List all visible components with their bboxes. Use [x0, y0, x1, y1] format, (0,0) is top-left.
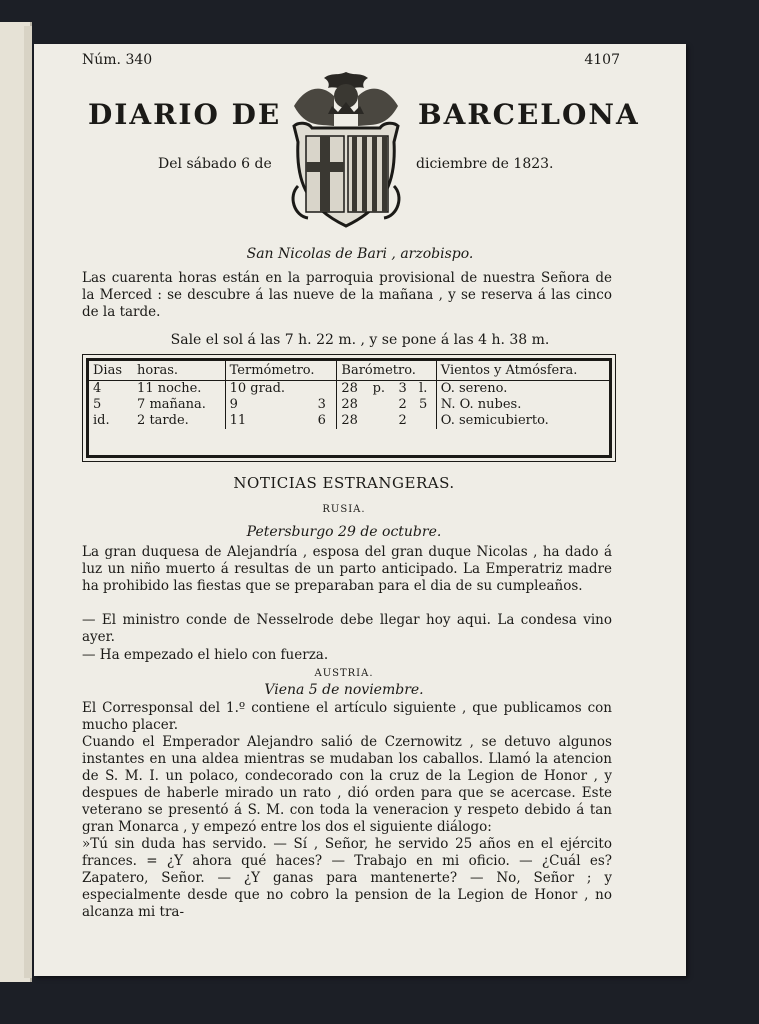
weather-header-horas: horas.	[133, 361, 225, 381]
weather-term: 10 grad.	[225, 381, 314, 398]
weather-bar-inches: 28	[337, 381, 369, 398]
weather-bar-unit: p.	[372, 381, 386, 396]
weather-term: 11	[225, 413, 314, 429]
saint-of-day: San Nicolas de Bari , arzobispo.	[246, 246, 474, 262]
weather-term: 9	[225, 397, 314, 413]
section-heading-foreign-news: NOTICIAS ESTRANGERAS.	[233, 474, 455, 492]
weather-bar-inches: 28	[337, 397, 369, 413]
weather-row	[89, 397, 609, 413]
date-line-left: Del sábado 6 de	[158, 156, 272, 172]
weather-bar-unit	[369, 397, 395, 413]
weather-term-fraction: 6	[317, 413, 326, 428]
weather-row	[89, 413, 609, 429]
weather-term-fraction: 3	[317, 397, 326, 412]
weather-bar-lines: 2	[398, 397, 407, 412]
weather-dia: id.	[93, 413, 110, 428]
sunrise-sunset: Sale el sol á las 7 h. 22 m. , y se pone á las 4 h. 38 m.	[170, 332, 550, 348]
weather-dia: 4	[93, 381, 102, 396]
newspaper-page	[34, 44, 686, 976]
barcelona-coat-of-arms-icon	[284, 66, 408, 234]
weather-header-dias: Dias	[89, 361, 133, 381]
facing-page-edge	[24, 26, 32, 978]
weather-viento: N. O. nubes.	[436, 397, 609, 413]
weather-bar-lines: 3	[398, 381, 407, 396]
masthead-title-right: BARCELONA	[418, 98, 640, 131]
weather-header-vientos: Vientos y Atmósfera.	[436, 361, 609, 381]
weather-bar-fraction: l.	[419, 381, 428, 396]
russia-paragraph-1: La gran duquesa de Alejandría , esposa del gran duque Nicolas , ha dado á luz un niño muerto á resultas de un parto anticipado. La Emperatriz madre ha prohibido las fiestas que se preparaban para el dia de su cumpleaños.	[82, 544, 612, 594]
weather-bar-fraction: 5	[419, 397, 428, 412]
weather-term-fraction	[314, 381, 337, 398]
date-line-right: diciembre de 1823.	[416, 156, 554, 172]
weather-bar-unit	[369, 413, 395, 429]
weather-dia: 5	[93, 397, 102, 412]
country-label-austria: AUSTRIA.	[314, 668, 374, 679]
austria-paragraph-1: El Corresponsal del 1.º contiene el artículo siguiente , que publicamos con mucho placer.	[82, 700, 612, 733]
dateline-vienna: Viena 5 de noviembre.	[264, 682, 424, 698]
weather-row	[89, 381, 609, 398]
weather-table	[86, 358, 612, 458]
forty-hours-notice: Las cuarenta horas están en la parroquia provisional de nuestra Señora de la Merced : se descubre á las nueve de la mañana , y se reserva á las cinco de la tarde.	[82, 270, 612, 320]
dateline-petersburg: Petersburgo 29 de octubre.	[246, 524, 442, 540]
russia-paragraph-2: — El ministro conde de Nesselrode debe llegar hoy aqui. La condesa vino ayer.	[82, 612, 612, 645]
weather-bar-inches: 28	[337, 413, 369, 429]
issue-number: Núm. 340	[82, 52, 153, 68]
weather-bar-fraction	[415, 413, 436, 429]
weather-hora: 2 tarde.	[137, 413, 189, 428]
weather-bar-lines: 2	[398, 413, 407, 428]
weather-viento: O. semicubierto.	[436, 413, 609, 429]
weather-viento: O. sereno.	[436, 381, 609, 398]
weather-hora: 7 mañana.	[137, 397, 206, 412]
masthead-title-left: DIARIO DE	[88, 98, 282, 131]
country-label-russia: RUSIA.	[322, 504, 366, 515]
austria-paragraph-3: »Tú sin duda has servido. — Sí , Señor, he servido 25 años en el ejército frances. = ¿Y ahora qué haces? — Trabajo en mi oficio. — ¿Cuál es? Zapatero, Señor. — ¿Y ganas para mantenerte? — No, Señor ; y especialmente desde que no cobro la pension de la Legion de Honor , no alcanza mi tra-	[82, 836, 612, 920]
austria-paragraph-2: Cuando el Emperador Alejandro salió de Czernowitz , se detuvo algunos instantes en una aldea mientras se mudaban los caballos. Llamó la atencion de S. M. I. un polaco, condecorado con la cruz de la Legion de Honor , y despues de haberle mirado un rato , dió orden para que se acercase. Este veterano se presentó á S. M. con toda la veneracion y respeto debido á tan gran Monarca , y empezó entre los dos el siguiente diálogo:	[82, 734, 612, 835]
weather-hora: 11 noche.	[137, 381, 202, 396]
weather-header-termometro: Termómetro.	[225, 361, 337, 381]
weather-header-barometro: Barómetro.	[337, 361, 436, 381]
page-number: 4107	[584, 52, 620, 68]
russia-paragraph-3: — Ha empezado el hielo con fuerza.	[82, 647, 329, 663]
